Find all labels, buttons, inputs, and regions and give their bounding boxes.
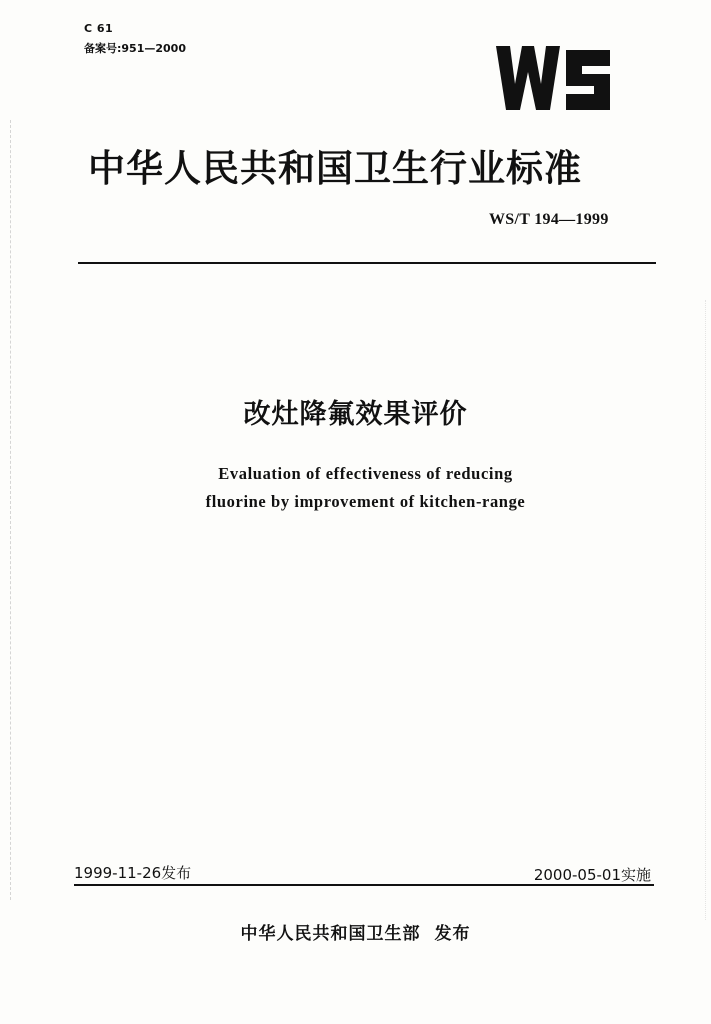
issuing-authority (0, 919, 711, 944)
document-title-english (160, 460, 571, 516)
standard-number: WS/T 194—1999 (489, 211, 609, 228)
scan-edge-mark-left (10, 120, 12, 900)
ws-logo (492, 22, 622, 122)
english-title-line-1: Evaluation of effectiveness of reducing (218, 464, 513, 483)
issuer-action: 发布 (434, 924, 471, 944)
header-divider (78, 262, 656, 264)
ws-logo-graphic (492, 22, 622, 122)
classification-code: C 61 (84, 22, 114, 35)
issue-date: 1999-11-26发布 (74, 864, 192, 882)
english-title-line-2: fluorine by improvement of kitchen-range (205, 492, 526, 511)
record-number: 备案号:951—2000 (84, 42, 186, 55)
footer-divider (74, 884, 654, 886)
standard-category-title: 中华人民共和国卫生行业标准 (88, 147, 582, 190)
implementation-date: 2000-05-01实施 (533, 866, 651, 884)
document-title-chinese: 改灶降氟效果评价 (243, 399, 468, 430)
issuer-name: 中华人民共和国卫生部 (240, 924, 421, 944)
